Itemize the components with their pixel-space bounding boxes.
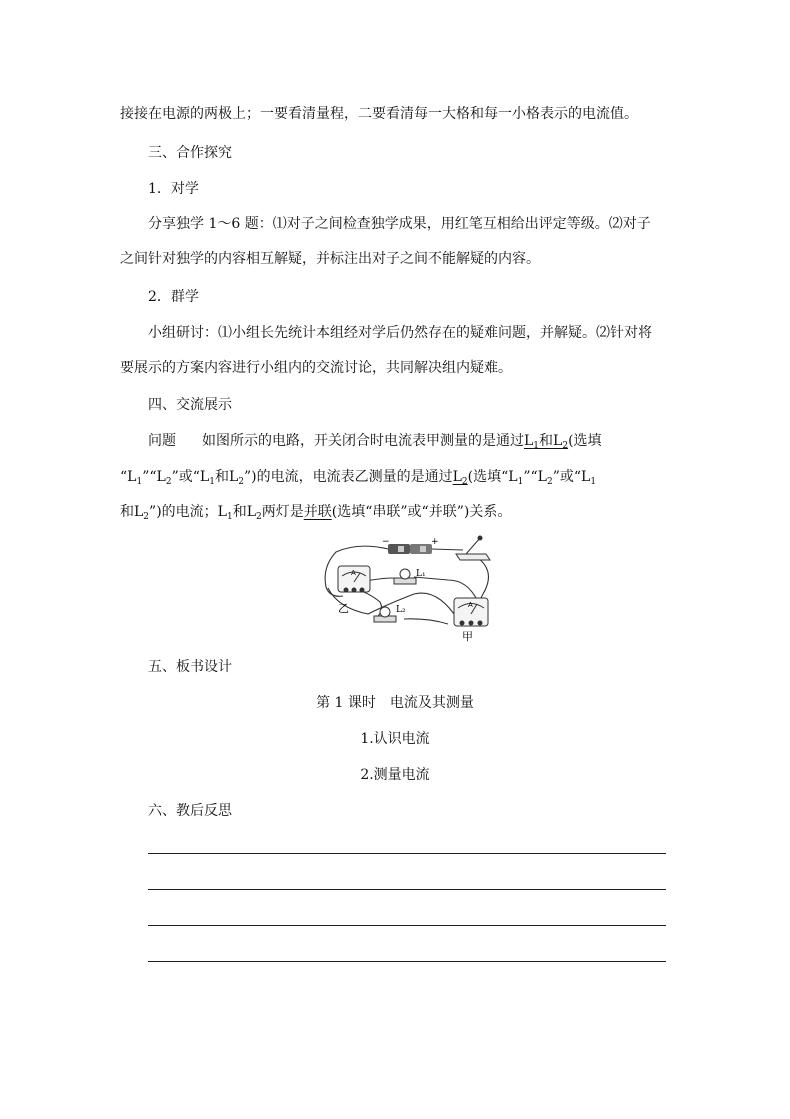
question-label: 问题 — [148, 433, 176, 449]
switch-icon — [456, 536, 490, 560]
answer-2: $L_2$ — [452, 469, 468, 487]
question-line-2: “$L_1”“L_2$”或“$L_1$和$L_2$”)的电流，电流表乙测量的是通过$L_2$(选填“$L_1”“L_2$”或“$L_1$ — [120, 469, 597, 487]
paragraph-continuation: 接接在电源的两极上；一要看清量程，二要看清每一大格和每一小格表示的电流值。 — [120, 106, 638, 122]
section-heading-cooperative-inquiry: 三、合作探究 — [148, 145, 232, 161]
section-heading-exchange: 四、交流展示 — [148, 397, 232, 413]
label-jia: 甲 — [462, 630, 473, 642]
group-study-line-1: 小组研讨：⑴小组长先统计本组经对学后仍然存在的疑难问题，并解疑。⑵针对将 — [148, 325, 652, 341]
battery-icon — [388, 544, 432, 554]
circuit-diagram — [318, 532, 498, 642]
wire — [431, 549, 463, 550]
question-line-1: 问题 如图所示的电路，开关闭合时电流表甲测量的是通过$L_1$和$L_2$(选填 — [148, 433, 602, 451]
question-line-3: 和$L_2$”)的电流；$L_1$和$L_2$两灯是并联(选填“串联”或“并联”)关系。 — [120, 504, 512, 522]
answer-1: $L_1$和$L_2$ — [524, 433, 569, 451]
subheading-pair-study: 1．对学 — [148, 181, 199, 197]
battery-minus-label: − — [382, 537, 390, 547]
label-yi: 乙 — [338, 602, 349, 615]
board-title: 第 1 课时 电流及其测量 — [316, 695, 474, 711]
subheading-group-study: 2．群学 — [148, 289, 199, 305]
board-item-2: 2.测量电流 — [360, 767, 430, 783]
section-heading-reflection: 六、教后反思 — [148, 803, 232, 819]
board-item-1: 1.认识电流 — [360, 731, 430, 747]
section-heading-board-design: 五、板书设计 — [148, 659, 232, 675]
pair-study-line-2: 之间针对独学的内容相互解疑，并标注出对子之间不能解疑的内容。 — [120, 251, 540, 267]
ammeter-yi-letter: A — [351, 569, 356, 577]
answer-3: 并联 — [303, 504, 332, 520]
battery-plus-label: + — [431, 537, 439, 547]
pair-study-line-1: 分享独学 1～6 题：⑴对子之间检查独学成果，用红笔互相给出评定等级。⑵对子 — [148, 216, 651, 232]
wire — [404, 619, 448, 624]
reflection-line-3 — [148, 925, 666, 926]
group-study-line-2: 要展示的方案内容进行小组内的交流讨论，共同解决组内疑难。 — [120, 360, 512, 376]
question-text: 如图所示的电路，开关闭合时电流表甲测量的是通过 — [202, 433, 524, 449]
reflection-line-4 — [148, 961, 666, 962]
reflection-line-1 — [148, 853, 666, 854]
ammeter-jia-letter: A — [468, 601, 473, 609]
label-l1: L₁ — [416, 569, 426, 579]
reflection-line-2 — [148, 889, 666, 890]
lamp-l1-icon — [394, 569, 416, 584]
label-l2: L₂ — [396, 605, 406, 615]
